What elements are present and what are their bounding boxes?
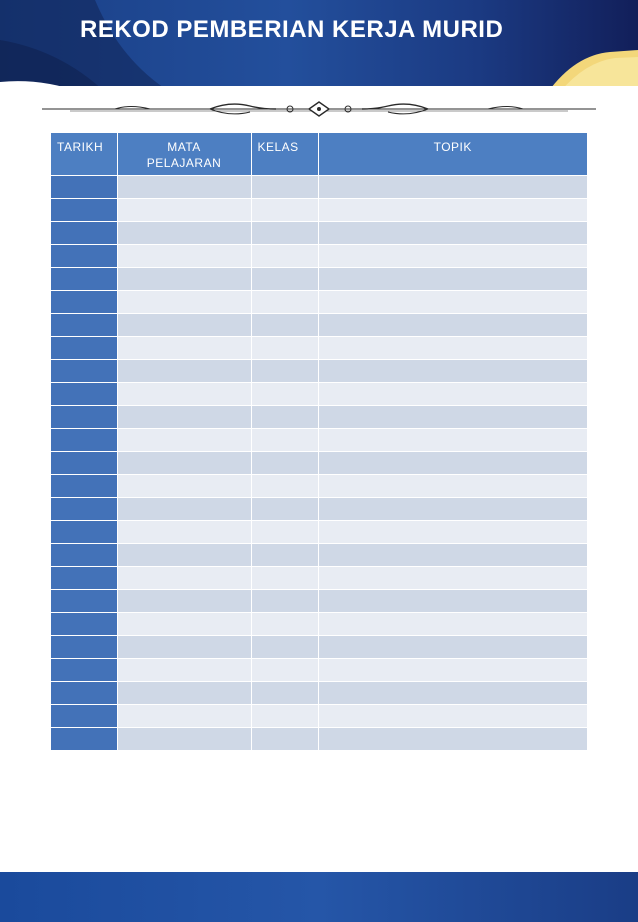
cell-mata-pelajaran[interactable]	[117, 360, 251, 383]
table-row	[51, 590, 587, 613]
cell-tarikh[interactable]	[51, 360, 117, 383]
cell-topik[interactable]	[318, 291, 587, 314]
table-row	[51, 567, 587, 590]
cell-topik[interactable]	[318, 337, 587, 360]
cell-topik[interactable]	[318, 383, 587, 406]
cell-kelas[interactable]	[251, 199, 318, 222]
cell-kelas[interactable]	[251, 659, 318, 682]
cell-topik[interactable]	[318, 636, 587, 659]
cell-mata-pelajaran[interactable]	[117, 268, 251, 291]
table-row	[51, 613, 587, 636]
cell-kelas[interactable]	[251, 337, 318, 360]
cell-tarikh[interactable]	[51, 245, 117, 268]
cell-kelas[interactable]	[251, 360, 318, 383]
cell-topik[interactable]	[318, 222, 587, 245]
header-decoration	[0, 0, 638, 92]
page-title: REKOD PEMBERIAN KERJA MURID	[80, 16, 504, 43]
cell-tarikh[interactable]	[51, 406, 117, 429]
cell-mata-pelajaran[interactable]	[117, 245, 251, 268]
table-row	[51, 682, 587, 705]
cell-kelas[interactable]	[251, 498, 318, 521]
cell-tarikh[interactable]	[51, 682, 117, 705]
cell-kelas[interactable]	[251, 705, 318, 728]
cell-kelas[interactable]	[251, 383, 318, 406]
table-row	[51, 176, 587, 199]
cell-tarikh[interactable]	[51, 567, 117, 590]
cell-kelas[interactable]	[251, 314, 318, 337]
table-row	[51, 728, 587, 751]
cell-topik[interactable]	[318, 314, 587, 337]
cell-mata-pelajaran[interactable]	[117, 475, 251, 498]
footer-banner	[0, 872, 638, 922]
table-row	[51, 291, 587, 314]
table-row	[51, 544, 587, 567]
cell-topik[interactable]	[318, 268, 587, 291]
table-row	[51, 429, 587, 452]
table-row	[51, 521, 587, 544]
cell-topik[interactable]	[318, 245, 587, 268]
cell-mata-pelajaran[interactable]	[117, 636, 251, 659]
cell-topik[interactable]	[318, 360, 587, 383]
cell-tarikh[interactable]	[51, 314, 117, 337]
column-header-kelas: KELAS	[251, 133, 318, 176]
cell-tarikh[interactable]	[51, 337, 117, 360]
cell-mata-pelajaran[interactable]	[117, 314, 251, 337]
cell-mata-pelajaran[interactable]	[117, 383, 251, 406]
cell-kelas[interactable]	[251, 245, 318, 268]
cell-kelas[interactable]	[251, 521, 318, 544]
cell-topik[interactable]	[318, 452, 587, 475]
cell-topik[interactable]	[318, 682, 587, 705]
cell-mata-pelajaran[interactable]	[117, 199, 251, 222]
cell-mata-pelajaran[interactable]	[117, 659, 251, 682]
table-row	[51, 406, 587, 429]
cell-kelas[interactable]	[251, 567, 318, 590]
cell-mata-pelajaran[interactable]	[117, 429, 251, 452]
cell-tarikh[interactable]	[51, 636, 117, 659]
cell-tarikh[interactable]	[51, 199, 117, 222]
table-row	[51, 452, 587, 475]
table-row	[51, 659, 587, 682]
cell-kelas[interactable]	[251, 544, 318, 567]
header-banner	[0, 0, 638, 92]
cell-mata-pelajaran[interactable]	[117, 682, 251, 705]
cell-kelas[interactable]	[251, 475, 318, 498]
cell-mata-pelajaran[interactable]	[117, 613, 251, 636]
column-header-topik: TOPIK	[318, 133, 587, 176]
cell-mata-pelajaran[interactable]	[117, 498, 251, 521]
cell-tarikh[interactable]	[51, 429, 117, 452]
cell-tarikh[interactable]	[51, 705, 117, 728]
table-body	[51, 176, 587, 751]
cell-tarikh[interactable]	[51, 268, 117, 291]
table-row	[51, 337, 587, 360]
cell-mata-pelajaran[interactable]	[117, 452, 251, 475]
cell-kelas[interactable]	[251, 636, 318, 659]
cell-topik[interactable]	[318, 544, 587, 567]
cell-mata-pelajaran[interactable]	[117, 291, 251, 314]
cell-topik[interactable]	[318, 521, 587, 544]
cell-kelas[interactable]	[251, 268, 318, 291]
cell-mata-pelajaran[interactable]	[117, 728, 251, 751]
cell-topik[interactable]	[318, 406, 587, 429]
cell-topik[interactable]	[318, 728, 587, 751]
cell-tarikh[interactable]	[51, 728, 117, 751]
table-row	[51, 199, 587, 222]
cell-tarikh[interactable]	[51, 659, 117, 682]
cell-kelas[interactable]	[251, 452, 318, 475]
cell-tarikh[interactable]	[51, 590, 117, 613]
cell-kelas[interactable]	[251, 590, 318, 613]
cell-tarikh[interactable]	[51, 544, 117, 567]
table-row	[51, 360, 587, 383]
cell-kelas[interactable]	[251, 291, 318, 314]
cell-tarikh[interactable]	[51, 521, 117, 544]
cell-topik[interactable]	[318, 590, 587, 613]
cell-topik[interactable]	[318, 176, 587, 199]
cell-mata-pelajaran[interactable]	[117, 590, 251, 613]
table-row	[51, 268, 587, 291]
cell-mata-pelajaran[interactable]	[117, 337, 251, 360]
cell-kelas[interactable]	[251, 222, 318, 245]
table-row	[51, 383, 587, 406]
cell-tarikh[interactable]	[51, 222, 117, 245]
cell-mata-pelajaran[interactable]	[117, 406, 251, 429]
cell-topik[interactable]	[318, 475, 587, 498]
cell-kelas[interactable]	[251, 406, 318, 429]
cell-kelas[interactable]	[251, 429, 318, 452]
column-header-mata-line1: MATA	[167, 140, 201, 154]
cell-topik[interactable]	[318, 567, 587, 590]
column-header-mata-line2: PELAJARAN	[146, 156, 222, 170]
cell-topik[interactable]	[318, 659, 587, 682]
cell-kelas[interactable]	[251, 682, 318, 705]
table-row	[51, 222, 587, 245]
table-row	[51, 245, 587, 268]
cell-topik[interactable]	[318, 705, 587, 728]
cell-tarikh[interactable]	[51, 291, 117, 314]
cell-topik[interactable]	[318, 199, 587, 222]
cell-tarikh[interactable]	[51, 383, 117, 406]
table-row	[51, 636, 587, 659]
table-row	[51, 498, 587, 521]
cell-kelas[interactable]	[251, 176, 318, 199]
cell-tarikh[interactable]	[51, 452, 117, 475]
cell-mata-pelajaran[interactable]	[117, 222, 251, 245]
table-header-row	[51, 133, 587, 176]
cell-mata-pelajaran[interactable]	[117, 544, 251, 567]
cell-tarikh[interactable]	[51, 475, 117, 498]
column-header-tarikh: TARIKH	[51, 133, 117, 176]
cell-topik[interactable]	[318, 613, 587, 636]
table-row	[51, 475, 587, 498]
ornament-divider	[40, 98, 598, 120]
cell-kelas[interactable]	[251, 613, 318, 636]
column-header-mata-pelajaran	[117, 133, 251, 176]
record-table	[51, 133, 587, 750]
cell-topik[interactable]	[318, 498, 587, 521]
table-row	[51, 314, 587, 337]
cell-tarikh[interactable]	[51, 498, 117, 521]
cell-mata-pelajaran[interactable]	[117, 705, 251, 728]
cell-tarikh[interactable]	[51, 176, 117, 199]
cell-kelas[interactable]	[251, 728, 318, 751]
cell-mata-pelajaran[interactable]	[117, 521, 251, 544]
cell-topik[interactable]	[318, 429, 587, 452]
cell-tarikh[interactable]	[51, 613, 117, 636]
cell-mata-pelajaran[interactable]	[117, 176, 251, 199]
table-row	[51, 705, 587, 728]
cell-mata-pelajaran[interactable]	[117, 567, 251, 590]
